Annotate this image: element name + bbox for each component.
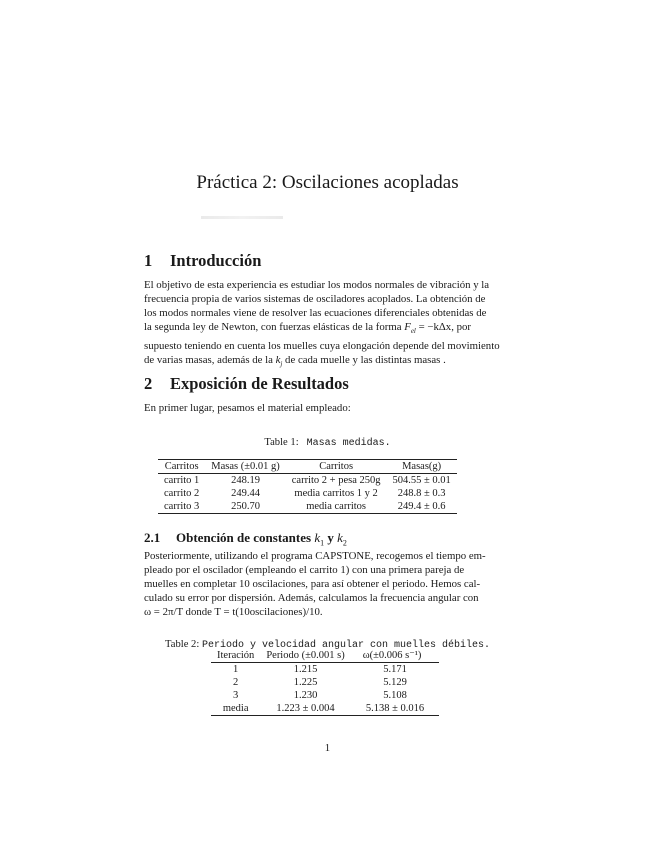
table-cell: 2 [233, 677, 239, 688]
table-label: Table 1: [264, 437, 299, 448]
table-row [211, 676, 439, 689]
table-caption-text: Periodo y velocidad angular con muelles débiles. [201, 640, 490, 651]
table-header-cell: Masas (±0.01 g) [205, 460, 285, 474]
text-fragment: = −kΔx, por [415, 321, 471, 334]
text-line: Posteriormente, utilizando el programa CAPSTONE, recogemos el tiempo em- [144, 550, 486, 562]
table-header-cell: Iteración [211, 649, 260, 663]
table-row [158, 500, 457, 514]
table-cell: 1 [233, 664, 239, 675]
text-line [144, 353, 515, 371]
section-number: 1 [144, 251, 153, 270]
table2-periodo [211, 649, 439, 716]
subsection-number: 2.1 [144, 530, 161, 545]
subsection-title: Obtención de constantes [176, 530, 315, 545]
table-header-cell: Carritos [286, 460, 387, 474]
math-sub: 1 [320, 538, 325, 548]
table-cell: carrito 3 [158, 500, 205, 514]
table-cell: 248.19 [231, 475, 260, 486]
table-header-row [211, 649, 439, 663]
section-heading-introduccion [144, 251, 261, 271]
page-title: Práctica 2: Oscilaciones acopladas [196, 172, 459, 193]
table-cell: 249.4 ± 0.6 [386, 500, 456, 514]
table-row [211, 689, 439, 702]
table-cell: media carritos [286, 500, 387, 514]
text-line: frecuencia propia de varios sistemas de osciladores acoplados. La obtención de [144, 293, 486, 306]
table-cell: 504.55 ± 0.01 [392, 475, 451, 486]
subsection-heading-constantes [144, 530, 347, 548]
table-cell: 3 [233, 690, 239, 701]
text-line: culado su error por dispersión. Además, calculamos la frecuencia angular con [144, 592, 479, 605]
table-header-cell: ω(±0.006 s⁻¹) [351, 649, 440, 663]
section-title: Introducción [170, 251, 262, 270]
text-line: ω = 2π/T donde T = t(10oscilaciones)/10. [144, 606, 323, 619]
text-fragment: de varias masas, además de la [144, 353, 276, 366]
table-cell: media [211, 702, 260, 716]
table-row [158, 474, 457, 488]
table1-caption [0, 437, 655, 449]
table-cell: 1.230 [293, 690, 318, 701]
table-caption-text: Masas medidas. [306, 438, 391, 449]
math-sub: el [410, 327, 416, 336]
table-cell: 248.8 ± 0.3 [397, 488, 446, 499]
text-line: muelles en completar 10 oscilaciones, para así obtener el periodo. Hemos cal- [144, 578, 481, 591]
table-cell: 5.138 ± 0.016 [351, 702, 440, 716]
table-cell: 5.171 [383, 664, 407, 675]
table-label: Table 2: [165, 639, 200, 650]
math-k: k [337, 530, 343, 545]
table-cell: 1.215 [293, 664, 318, 675]
table-cell: carrito 1 [164, 475, 200, 486]
section-heading-resultados [144, 374, 349, 394]
author-line-blurred [201, 216, 283, 219]
text-fragment: de cada muelle y las distintas masas . [282, 353, 446, 366]
table-row [211, 702, 439, 716]
intro-paragraph [144, 278, 515, 371]
table-cell: carrito 2 [164, 488, 200, 499]
math-k: k [275, 353, 281, 366]
text-line: pleado por el oscilador (empleando el carrito 1) con una primera pareja de [144, 564, 465, 577]
page-number: 1 [324, 742, 331, 754]
section-title: Exposición de Resultados [170, 374, 349, 393]
sec21-paragraph [144, 549, 515, 619]
table-row [158, 487, 457, 500]
math-sub: j [280, 359, 283, 368]
text-line: supuesto teniendo en cuenta los muelles cuya elongación depende del movimiento [144, 339, 500, 352]
table-cell: 5.129 [383, 677, 407, 688]
table-header-row [158, 460, 457, 474]
table-cell: carrito 2 + pesa 250g [291, 475, 381, 486]
math-k: k [314, 530, 321, 545]
text-fragment: la segunda ley de Newton, con fuerzas elásticas de la forma [144, 321, 405, 334]
math-sub: 2 [342, 538, 347, 548]
table1-masas [158, 459, 457, 514]
table-cell: 249.44 [231, 488, 260, 499]
text-line: El objetivo de esta experiencia es estudiar los modos normales de vibración y la [144, 279, 490, 291]
math-F: F [404, 321, 411, 334]
table-cell: 1.225 [293, 677, 318, 688]
subsection-title-mid: y [324, 530, 338, 545]
text-line: los modos normales viene de resolver las ecuaciones diferenciales obtenidas de [144, 307, 487, 320]
table-cell: 1.223 ± 0.004 [260, 702, 350, 716]
table-header-cell: Masas(g) [386, 460, 456, 474]
table-header-cell: Periodo (±0.001 s) [260, 649, 350, 663]
text-line [144, 320, 515, 338]
table-cell: media carritos 1 y 2 [294, 488, 378, 499]
section-number: 2 [144, 374, 153, 393]
table-cell: 5.108 [383, 690, 407, 701]
table-row [211, 663, 439, 677]
table-header-cell: Carritos [158, 460, 205, 474]
table-cell: 250.70 [205, 500, 285, 514]
results-intro-paragraph: En primer lugar, pesamos el material empleado: [144, 402, 351, 414]
